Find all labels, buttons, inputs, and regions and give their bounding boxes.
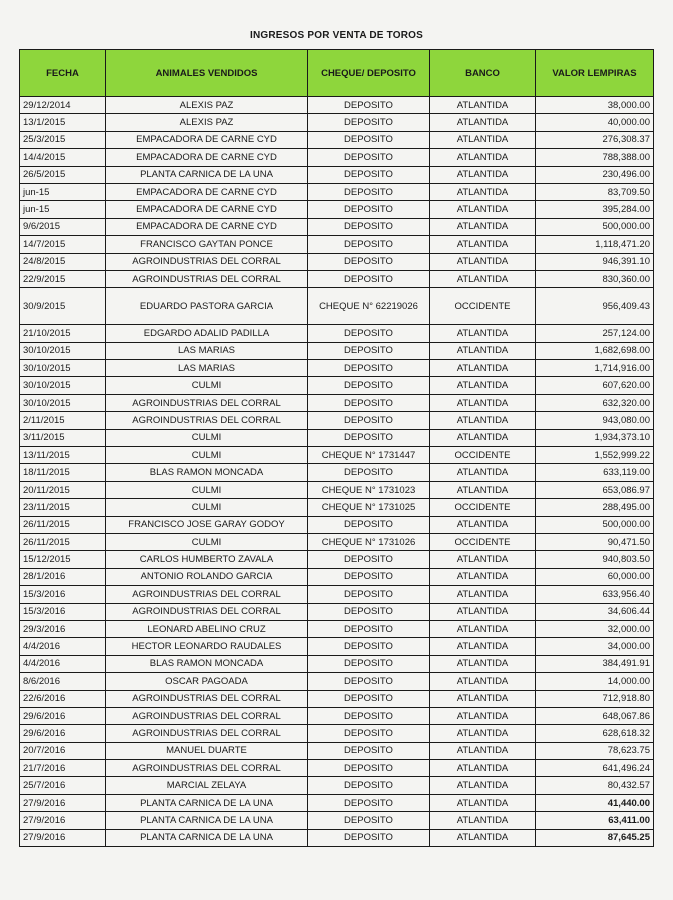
cell-bank: ATLANTIDA [430, 342, 536, 359]
cell-buyer: EDUARDO PASTORA GARCIA [106, 288, 308, 325]
cell-value: 63,411.00 [536, 812, 654, 829]
cell-value: 90,471.50 [536, 533, 654, 550]
cell-date: 29/6/2016 [20, 725, 106, 742]
cell-payment: DEPOSITO [308, 131, 430, 148]
cell-payment: DEPOSITO [308, 201, 430, 218]
table-row [20, 394, 654, 411]
cell-payment: DEPOSITO [308, 777, 430, 794]
cell-date: 26/11/2015 [20, 516, 106, 533]
table-row [20, 201, 654, 218]
table-row [20, 253, 654, 270]
cell-payment: CHEQUE N° 1731023 [308, 481, 430, 498]
cell-value: 276,308.37 [536, 131, 654, 148]
cell-date: 28/1/2016 [20, 568, 106, 585]
header-date: FECHA [20, 50, 106, 97]
table-row [20, 114, 654, 131]
cell-bank: ATLANTIDA [430, 183, 536, 200]
cell-payment: DEPOSITO [308, 97, 430, 114]
cell-buyer: BLAS RAMON MONCADA [106, 464, 308, 481]
cell-buyer: BLAS RAMON MONCADA [106, 655, 308, 672]
cell-buyer: PLANTA CARNICA DE LA UNA [106, 794, 308, 811]
cell-bank: ATLANTIDA [430, 603, 536, 620]
cell-buyer: AGROINDUSTRIAS DEL CORRAL [106, 725, 308, 742]
cell-date: 15/3/2016 [20, 586, 106, 603]
cell-payment: DEPOSITO [308, 218, 430, 235]
cell-bank: ATLANTIDA [430, 586, 536, 603]
cell-payment: DEPOSITO [308, 725, 430, 742]
cell-buyer: MARCIAL ZELAYA [106, 777, 308, 794]
cell-bank: ATLANTIDA [430, 742, 536, 759]
cell-value: 1,118,471.20 [536, 236, 654, 253]
cell-payment: DEPOSITO [308, 673, 430, 690]
cell-value: 607,620.00 [536, 377, 654, 394]
page-title: INGRESOS POR VENTA DE TOROS [249, 30, 424, 41]
cell-date: 9/6/2015 [20, 218, 106, 235]
cell-date: 27/9/2016 [20, 812, 106, 829]
cell-date: 15/12/2015 [20, 551, 106, 568]
cell-buyer: EDGARDO ADALID PADILLA [106, 325, 308, 342]
cell-buyer: PLANTA CARNICA DE LA UNA [106, 829, 308, 846]
cell-value: 384,491.91 [536, 655, 654, 672]
table-row [20, 447, 654, 464]
cell-payment: DEPOSITO [308, 829, 430, 846]
cell-bank: ATLANTIDA [430, 707, 536, 724]
table-row [20, 183, 654, 200]
header-value: VALOR LEMPIRAS [536, 50, 654, 97]
cell-value: 34,606.44 [536, 603, 654, 620]
cell-payment: DEPOSITO [308, 794, 430, 811]
header-payment: CHEQUE/ DEPOSITO [308, 50, 430, 97]
cell-buyer: EMPACADORA DE CARNE CYD [106, 218, 308, 235]
table-row [20, 499, 654, 516]
cell-value: 257,124.00 [536, 325, 654, 342]
table-row [20, 412, 654, 429]
cell-buyer: CULMI [106, 377, 308, 394]
cell-date: jun-15 [20, 183, 106, 200]
cell-date: 30/10/2015 [20, 360, 106, 377]
cell-value: 1,552,999.22 [536, 447, 654, 464]
cell-date: 27/9/2016 [20, 794, 106, 811]
cell-payment: DEPOSITO [308, 638, 430, 655]
table-row [20, 777, 654, 794]
cell-value: 40,000.00 [536, 114, 654, 131]
cell-buyer: PLANTA CARNICA DE LA UNA [106, 812, 308, 829]
cell-value: 34,000.00 [536, 638, 654, 655]
table-row [20, 568, 654, 585]
cell-bank: ATLANTIDA [430, 412, 536, 429]
cell-buyer: ALEXIS PAZ [106, 114, 308, 131]
table-row [20, 725, 654, 742]
cell-value: 38,000.00 [536, 97, 654, 114]
cell-date: 21/10/2015 [20, 325, 106, 342]
cell-value: 288,495.00 [536, 499, 654, 516]
cell-buyer: PLANTA CARNICA DE LA UNA [106, 166, 308, 183]
table-row [20, 812, 654, 829]
cell-date: 14/7/2015 [20, 236, 106, 253]
cell-date: 4/4/2016 [20, 638, 106, 655]
table-row [20, 638, 654, 655]
cell-payment: DEPOSITO [308, 166, 430, 183]
cell-bank: ATLANTIDA [430, 481, 536, 498]
cell-buyer: EMPACADORA DE CARNE CYD [106, 201, 308, 218]
cell-payment: DEPOSITO [308, 551, 430, 568]
table-row [20, 429, 654, 446]
cell-bank: ATLANTIDA [430, 377, 536, 394]
header-bank: BANCO [430, 50, 536, 97]
cell-value: 60,000.00 [536, 568, 654, 585]
cell-buyer: EMPACADORA DE CARNE CYD [106, 131, 308, 148]
table-row [20, 551, 654, 568]
cell-value: 1,714,916.00 [536, 360, 654, 377]
cell-buyer: CULMI [106, 481, 308, 498]
cell-date: 29/6/2016 [20, 707, 106, 724]
cell-value: 943,080.00 [536, 412, 654, 429]
cell-bank: OCCIDENTE [430, 533, 536, 550]
table-row [20, 325, 654, 342]
cell-bank: ATLANTIDA [430, 690, 536, 707]
cell-payment: DEPOSITO [308, 620, 430, 637]
cell-payment: DEPOSITO [308, 412, 430, 429]
table-row [20, 270, 654, 287]
table-row [20, 131, 654, 148]
cell-buyer: LAS MARIAS [106, 360, 308, 377]
table-row [20, 655, 654, 672]
table-row [20, 516, 654, 533]
cell-buyer: AGROINDUSTRIAS DEL CORRAL [106, 603, 308, 620]
cell-value: 648,067.86 [536, 707, 654, 724]
table-body [20, 97, 654, 847]
cell-bank: ATLANTIDA [430, 131, 536, 148]
cell-value: 712,918.80 [536, 690, 654, 707]
cell-value: 32,000.00 [536, 620, 654, 637]
cell-bank: ATLANTIDA [430, 777, 536, 794]
cell-bank: ATLANTIDA [430, 166, 536, 183]
cell-buyer: CULMI [106, 429, 308, 446]
cell-payment: DEPOSITO [308, 568, 430, 585]
cell-date: 25/7/2016 [20, 777, 106, 794]
cell-value: 500,000.00 [536, 218, 654, 235]
cell-bank: ATLANTIDA [430, 760, 536, 777]
table-row [20, 97, 654, 114]
table-row [20, 360, 654, 377]
cell-buyer: EMPACADORA DE CARNE CYD [106, 183, 308, 200]
cell-payment: DEPOSITO [308, 742, 430, 759]
cell-bank: ATLANTIDA [430, 360, 536, 377]
cell-date: 14/4/2015 [20, 149, 106, 166]
cell-value: 87,645.25 [536, 829, 654, 846]
cell-date: 26/11/2015 [20, 533, 106, 550]
table-row [20, 464, 654, 481]
cell-payment: DEPOSITO [308, 603, 430, 620]
table-row [20, 760, 654, 777]
cell-buyer: LAS MARIAS [106, 342, 308, 359]
cell-payment: DEPOSITO [308, 760, 430, 777]
cell-value: 80,432.57 [536, 777, 654, 794]
cell-buyer: AGROINDUSTRIAS DEL CORRAL [106, 586, 308, 603]
sales-table [19, 49, 654, 847]
cell-date: 24/8/2015 [20, 253, 106, 270]
cell-payment: DEPOSITO [308, 342, 430, 359]
cell-date: 22/6/2016 [20, 690, 106, 707]
cell-bank: OCCIDENTE [430, 499, 536, 516]
cell-buyer: AGROINDUSTRIAS DEL CORRAL [106, 707, 308, 724]
cell-bank: ATLANTIDA [430, 464, 536, 481]
header-buyer: ANIMALES VENDIDOS [106, 50, 308, 97]
cell-value: 830,360.00 [536, 270, 654, 287]
table-row [20, 377, 654, 394]
cell-buyer: AGROINDUSTRIAS DEL CORRAL [106, 412, 308, 429]
cell-date: 13/1/2015 [20, 114, 106, 131]
cell-buyer: AGROINDUSTRIAS DEL CORRAL [106, 690, 308, 707]
cell-date: 21/7/2016 [20, 760, 106, 777]
cell-value: 633,119.00 [536, 464, 654, 481]
cell-date: 23/11/2015 [20, 499, 106, 516]
cell-bank: ATLANTIDA [430, 794, 536, 811]
cell-buyer: MANUEL DUARTE [106, 742, 308, 759]
cell-buyer: ALEXIS PAZ [106, 97, 308, 114]
cell-payment: DEPOSITO [308, 516, 430, 533]
cell-date: 30/9/2015 [20, 288, 106, 325]
cell-bank: ATLANTIDA [430, 638, 536, 655]
cell-buyer: EMPACADORA DE CARNE CYD [106, 149, 308, 166]
cell-value: 632,320.00 [536, 394, 654, 411]
table-row [20, 149, 654, 166]
cell-date: jun-15 [20, 201, 106, 218]
cell-value: 83,709.50 [536, 183, 654, 200]
cell-date: 26/5/2015 [20, 166, 106, 183]
table-row [20, 533, 654, 550]
cell-value: 500,000.00 [536, 516, 654, 533]
cell-bank: ATLANTIDA [430, 97, 536, 114]
cell-value: 1,682,698.00 [536, 342, 654, 359]
cell-date: 13/11/2015 [20, 447, 106, 464]
cell-value: 788,388.00 [536, 149, 654, 166]
cell-payment: DEPOSITO [308, 377, 430, 394]
table-row [20, 603, 654, 620]
cell-bank: ATLANTIDA [430, 429, 536, 446]
cell-buyer: CULMI [106, 533, 308, 550]
cell-buyer: FRANCISCO GAYTAN PONCE [106, 236, 308, 253]
cell-value: 41,440.00 [536, 794, 654, 811]
cell-payment: CHEQUE N° 1731025 [308, 499, 430, 516]
cell-bank: OCCIDENTE [430, 447, 536, 464]
cell-payment: DEPOSITO [308, 253, 430, 270]
table-row [20, 236, 654, 253]
table-header-row [20, 50, 654, 97]
table-row [20, 707, 654, 724]
cell-date: 27/9/2016 [20, 829, 106, 846]
cell-value: 940,803.50 [536, 551, 654, 568]
cell-date: 20/7/2016 [20, 742, 106, 759]
table-row [20, 829, 654, 846]
cell-bank: ATLANTIDA [430, 149, 536, 166]
cell-buyer: AGROINDUSTRIAS DEL CORRAL [106, 270, 308, 287]
cell-buyer: OSCAR PAGOADA [106, 673, 308, 690]
cell-value: 395,284.00 [536, 201, 654, 218]
cell-payment: CHEQUE N° 1731447 [308, 447, 430, 464]
cell-bank: ATLANTIDA [430, 620, 536, 637]
cell-date: 25/3/2015 [20, 131, 106, 148]
cell-buyer: ANTONIO ROLANDO GARCIA [106, 568, 308, 585]
table-row [20, 288, 654, 325]
cell-date: 22/9/2015 [20, 270, 106, 287]
table-row [20, 620, 654, 637]
cell-date: 30/10/2015 [20, 394, 106, 411]
cell-value: 78,623.75 [536, 742, 654, 759]
cell-payment: CHEQUE N° 1731026 [308, 533, 430, 550]
cell-date: 3/11/2015 [20, 429, 106, 446]
cell-buyer: CULMI [106, 499, 308, 516]
table-row [20, 673, 654, 690]
cell-payment: CHEQUE N° 62219026 [308, 288, 430, 325]
cell-bank: ATLANTIDA [430, 236, 536, 253]
cell-bank: ATLANTIDA [430, 253, 536, 270]
table-row [20, 690, 654, 707]
cell-value: 14,000.00 [536, 673, 654, 690]
cell-value: 628,618.32 [536, 725, 654, 742]
cell-buyer: CARLOS HUMBERTO ZAVALA [106, 551, 308, 568]
cell-buyer: LEONARD ABELINO CRUZ [106, 620, 308, 637]
cell-payment: DEPOSITO [308, 690, 430, 707]
cell-value: 1,934,373.10 [536, 429, 654, 446]
cell-bank: ATLANTIDA [430, 655, 536, 672]
cell-bank: ATLANTIDA [430, 325, 536, 342]
cell-payment: DEPOSITO [308, 429, 430, 446]
cell-date: 29/12/2014 [20, 97, 106, 114]
cell-bank: ATLANTIDA [430, 270, 536, 287]
cell-payment: DEPOSITO [308, 394, 430, 411]
table-row [20, 794, 654, 811]
table-row [20, 218, 654, 235]
cell-bank: ATLANTIDA [430, 812, 536, 829]
cell-value: 946,391.10 [536, 253, 654, 270]
cell-buyer: HECTOR LEONARDO RAUDALES [106, 638, 308, 655]
table-row [20, 742, 654, 759]
cell-payment: DEPOSITO [308, 707, 430, 724]
cell-value: 956,409.43 [536, 288, 654, 325]
cell-payment: DEPOSITO [308, 149, 430, 166]
cell-payment: DEPOSITO [308, 270, 430, 287]
cell-bank: ATLANTIDA [430, 516, 536, 533]
cell-payment: DEPOSITO [308, 325, 430, 342]
cell-payment: DEPOSITO [308, 183, 430, 200]
cell-payment: DEPOSITO [308, 236, 430, 253]
cell-payment: DEPOSITO [308, 655, 430, 672]
cell-date: 18/11/2015 [20, 464, 106, 481]
cell-payment: DEPOSITO [308, 586, 430, 603]
cell-bank: ATLANTIDA [430, 218, 536, 235]
cell-bank: ATLANTIDA [430, 201, 536, 218]
cell-date: 2/11/2015 [20, 412, 106, 429]
cell-buyer: AGROINDUSTRIAS DEL CORRAL [106, 253, 308, 270]
cell-value: 641,496.24 [536, 760, 654, 777]
cell-date: 30/10/2015 [20, 377, 106, 394]
cell-bank: ATLANTIDA [430, 673, 536, 690]
cell-date: 20/11/2015 [20, 481, 106, 498]
cell-bank: ATLANTIDA [430, 829, 536, 846]
cell-value: 653,086.97 [536, 481, 654, 498]
cell-bank: ATLANTIDA [430, 114, 536, 131]
cell-bank: ATLANTIDA [430, 725, 536, 742]
table-row [20, 586, 654, 603]
cell-payment: DEPOSITO [308, 114, 430, 131]
cell-date: 4/4/2016 [20, 655, 106, 672]
cell-bank: ATLANTIDA [430, 568, 536, 585]
cell-buyer: CULMI [106, 447, 308, 464]
cell-date: 30/10/2015 [20, 342, 106, 359]
cell-payment: DEPOSITO [308, 360, 430, 377]
cell-buyer: AGROINDUSTRIAS DEL CORRAL [106, 760, 308, 777]
cell-payment: DEPOSITO [308, 464, 430, 481]
cell-value: 633,956.40 [536, 586, 654, 603]
cell-date: 8/6/2016 [20, 673, 106, 690]
cell-date: 29/3/2016 [20, 620, 106, 637]
table-row [20, 481, 654, 498]
table-row [20, 166, 654, 183]
table-row [20, 342, 654, 359]
cell-value: 230,496.00 [536, 166, 654, 183]
cell-buyer: AGROINDUSTRIAS DEL CORRAL [106, 394, 308, 411]
cell-payment: DEPOSITO [308, 812, 430, 829]
cell-bank: OCCIDENTE [430, 288, 536, 325]
cell-date: 15/3/2016 [20, 603, 106, 620]
cell-buyer: FRANCISCO JOSE GARAY GODOY [106, 516, 308, 533]
cell-bank: ATLANTIDA [430, 551, 536, 568]
cell-bank: ATLANTIDA [430, 394, 536, 411]
